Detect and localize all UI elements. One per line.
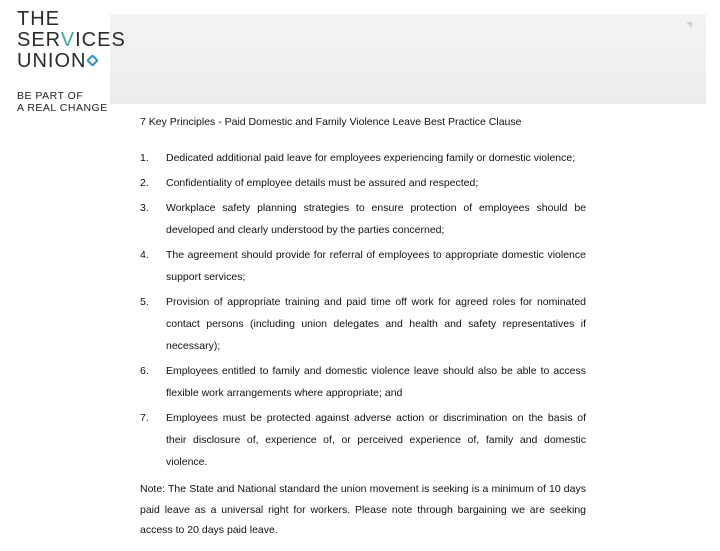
principles-list — [140, 147, 586, 473]
principle-text: The agreement should provide for referral of employees to appropriate domestic violence support services; — [166, 249, 586, 283]
principle-number: 2. — [140, 177, 149, 189]
logo-line-2-start: SER — [17, 29, 61, 51]
logo-line-3-text: UNION — [17, 50, 87, 72]
principle-number: 3. — [140, 202, 149, 214]
logo-line-2-end: ICES — [75, 29, 126, 51]
logo-line-2 — [17, 29, 126, 51]
logo-diamond-icon — [87, 54, 100, 67]
principle-item — [140, 244, 586, 288]
principle-text: Employees entitled to family and domestic violence leave should also be able to access flexible work arrangements where appropriate; and — [166, 365, 586, 399]
principle-item — [140, 360, 586, 404]
header-band — [110, 14, 706, 104]
logo-accent-letter: V — [60, 29, 76, 51]
note-paragraph: Note: The State and National standard the union movement is seeking is a minimum of 10 days paid leave as a universal right for workers. Please note through bargaining we are seeking access to 20 days paid leave. — [140, 483, 586, 536]
corner-fold-icon — [686, 22, 692, 28]
principle-text: Workplace safety planning strategies to ensure protection of employees should be developed and clearly understood by the parties concerned; — [166, 202, 586, 236]
tagline-line-2: A REAL CHANGE — [17, 101, 108, 114]
principle-number: 4. — [140, 249, 149, 261]
principle-text: Confidentiality of employee details must be assured and respected; — [166, 177, 479, 189]
principle-text: Dedicated additional paid leave for employees experiencing family or domestic violence; — [166, 152, 576, 164]
principle-item — [140, 291, 586, 357]
principle-item — [140, 147, 586, 169]
principle-number: 5. — [140, 296, 149, 308]
document-body — [140, 114, 586, 551]
tagline — [17, 91, 127, 114]
tagline-line-1: BE PART OF — [17, 90, 84, 102]
principle-text: Provision of appropriate training and paid time off work for agreed roles for nominated contact persons (including union delegates and health and safety representatives if necessary); — [166, 296, 586, 352]
services-union-logo — [17, 8, 126, 72]
principle-number: 7. — [140, 412, 149, 424]
principle-text: Employees must be protected against adverse action or discrimination on the basis of their disclosure of, experience of, or perceived experience of, family and domestic violence. — [166, 412, 586, 468]
document-title: 7 Key Principles - Paid Domestic and Family Violence Leave Best Practice Clause — [140, 116, 522, 128]
logo-line-1: THE — [17, 8, 60, 30]
principle-item — [140, 197, 586, 241]
principle-number: 6. — [140, 365, 149, 377]
principle-number: 1. — [140, 152, 149, 164]
logo-line-3 — [17, 51, 113, 72]
principle-item — [140, 407, 586, 473]
principle-item — [140, 172, 586, 194]
